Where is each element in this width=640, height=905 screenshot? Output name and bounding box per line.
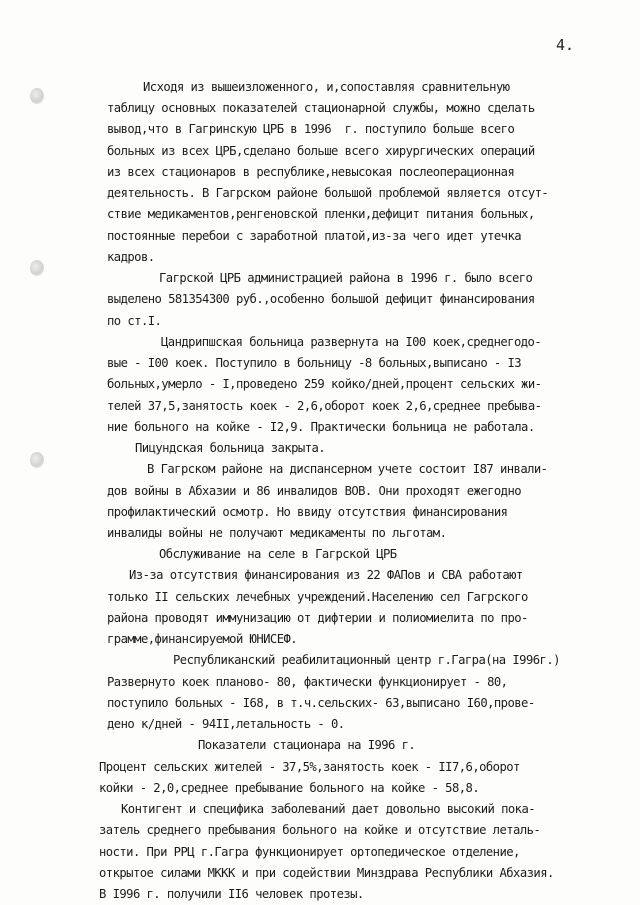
text-line: больных,умерло - I,проведено 259 койко/дней,процент сельских жи-	[107, 377, 542, 391]
text-line: Из-за отсутствия финансирования из 22 ФАПов и СВА работают	[129, 568, 523, 582]
text-line: дено к/дней - 94II,летальность - 0.	[107, 717, 345, 731]
text-line: Цандрипшская больница развернута на I00 коек,среднегодо-	[161, 335, 542, 349]
text-line: профилактический осмотр. Но ввиду отсутствия финансирования	[107, 505, 508, 519]
text-line: грамме,финансируемой ЮНИСЕФ.	[107, 632, 298, 646]
text-line: Контигент и специфика заболеваний дает довольно высокий пока-	[121, 802, 536, 816]
text-line: В I996 г. получили II6 человек протезы.	[99, 887, 364, 901]
text-line: инвалиды войны не получают медикаменты по льготам.	[107, 526, 447, 540]
text-line: выделено 581354300 руб.,особенно большой дефицит финансирования	[107, 292, 535, 306]
binder-hole-mark	[30, 260, 44, 276]
section-heading: Обслуживание на селе в Гагрской ЦРБ	[159, 547, 397, 561]
text-line: поступило больных - I68, в т.ч.сельских- 63,выписано I60,прове-	[107, 696, 535, 710]
text-line: по ст.I.	[107, 314, 162, 328]
text-line: телей 37,5,занятость коек - 2,6,оборот коек 2,6,среднее пребыва-	[107, 399, 542, 413]
text-line: района проводят иммунизацию от дифтерии и полиомиелита по про-	[107, 611, 528, 625]
text-line: вывод,что в Гагринскую ЦРБ в 1996 г. поступило больше всего	[107, 122, 515, 136]
text-line: больных из всех ЦРБ,сделано больше всего хирургических операций	[107, 144, 535, 158]
binder-hole-mark	[30, 88, 44, 104]
text-line: Гагрской ЦРБ администрацией района в 1996 г. было всего	[159, 271, 533, 285]
text-line: дов войны в Абхазии и 86 инвалидов ВОВ. Они проходят ежегодно	[107, 484, 522, 498]
text-line: Исходя из вышеизложенного, и,сопоставляя сравнительную	[143, 80, 510, 94]
text-line: постоянные перебои с заработной платой,из-за чего идет утечка	[107, 229, 522, 243]
text-line: ствие медикаментов,ренгеновской пленки,дефицит питания больных,	[107, 207, 535, 221]
text-line: Пицундская больница закрыта.	[135, 441, 326, 455]
section-heading: Показатели стационара на I996 г.	[198, 738, 416, 752]
text-line: вые - I00 коек. Поступило в больницу -8 больных,выписано - I3	[107, 356, 522, 370]
text-line: открытое силами МККК и при содействии Минздрава Республики Абхазия.	[99, 866, 554, 880]
page-number: 4.	[556, 36, 575, 54]
binder-hole-mark	[30, 452, 44, 468]
section-heading: Республиканский реабилитационный центр г.Гагра(на I996г.)	[173, 653, 560, 667]
text-line: затель среднего пребывания больного на койке и отсутствие леталь-	[99, 823, 541, 837]
text-line: деятельность. В Гагрском районе большой проблемой является отсут-	[107, 186, 549, 200]
text-line: Процент сельских жителей - 37,5%,занятость коек - II7,6,оборот	[99, 760, 520, 774]
text-line: Развернуто коек планово- 80, фактически функционирует - 80,	[107, 675, 508, 689]
text-line: только II сельских лечебных учреждений.Населению сел Гагрского	[107, 590, 528, 604]
text-line: ние больного на койке - I2,9. Практически больница не работала.	[107, 420, 535, 434]
text-line: В Гагрском районе на диспансерном учете состоит I87 инвали-	[147, 462, 548, 476]
text-line: из всех стационаров в республике,невысокая послеоперационная	[107, 165, 515, 179]
text-line: таблицу основных показателей стационарной службы, можно сделать	[107, 101, 535, 115]
text-line: ности. При РРЦ г.Гагра функционирует ортопедическое отделение,	[99, 845, 520, 859]
text-line: кадров.	[107, 250, 155, 264]
text-line: койки - 2,0,среднее пребывание больного на койке - 58,8.	[99, 781, 480, 795]
